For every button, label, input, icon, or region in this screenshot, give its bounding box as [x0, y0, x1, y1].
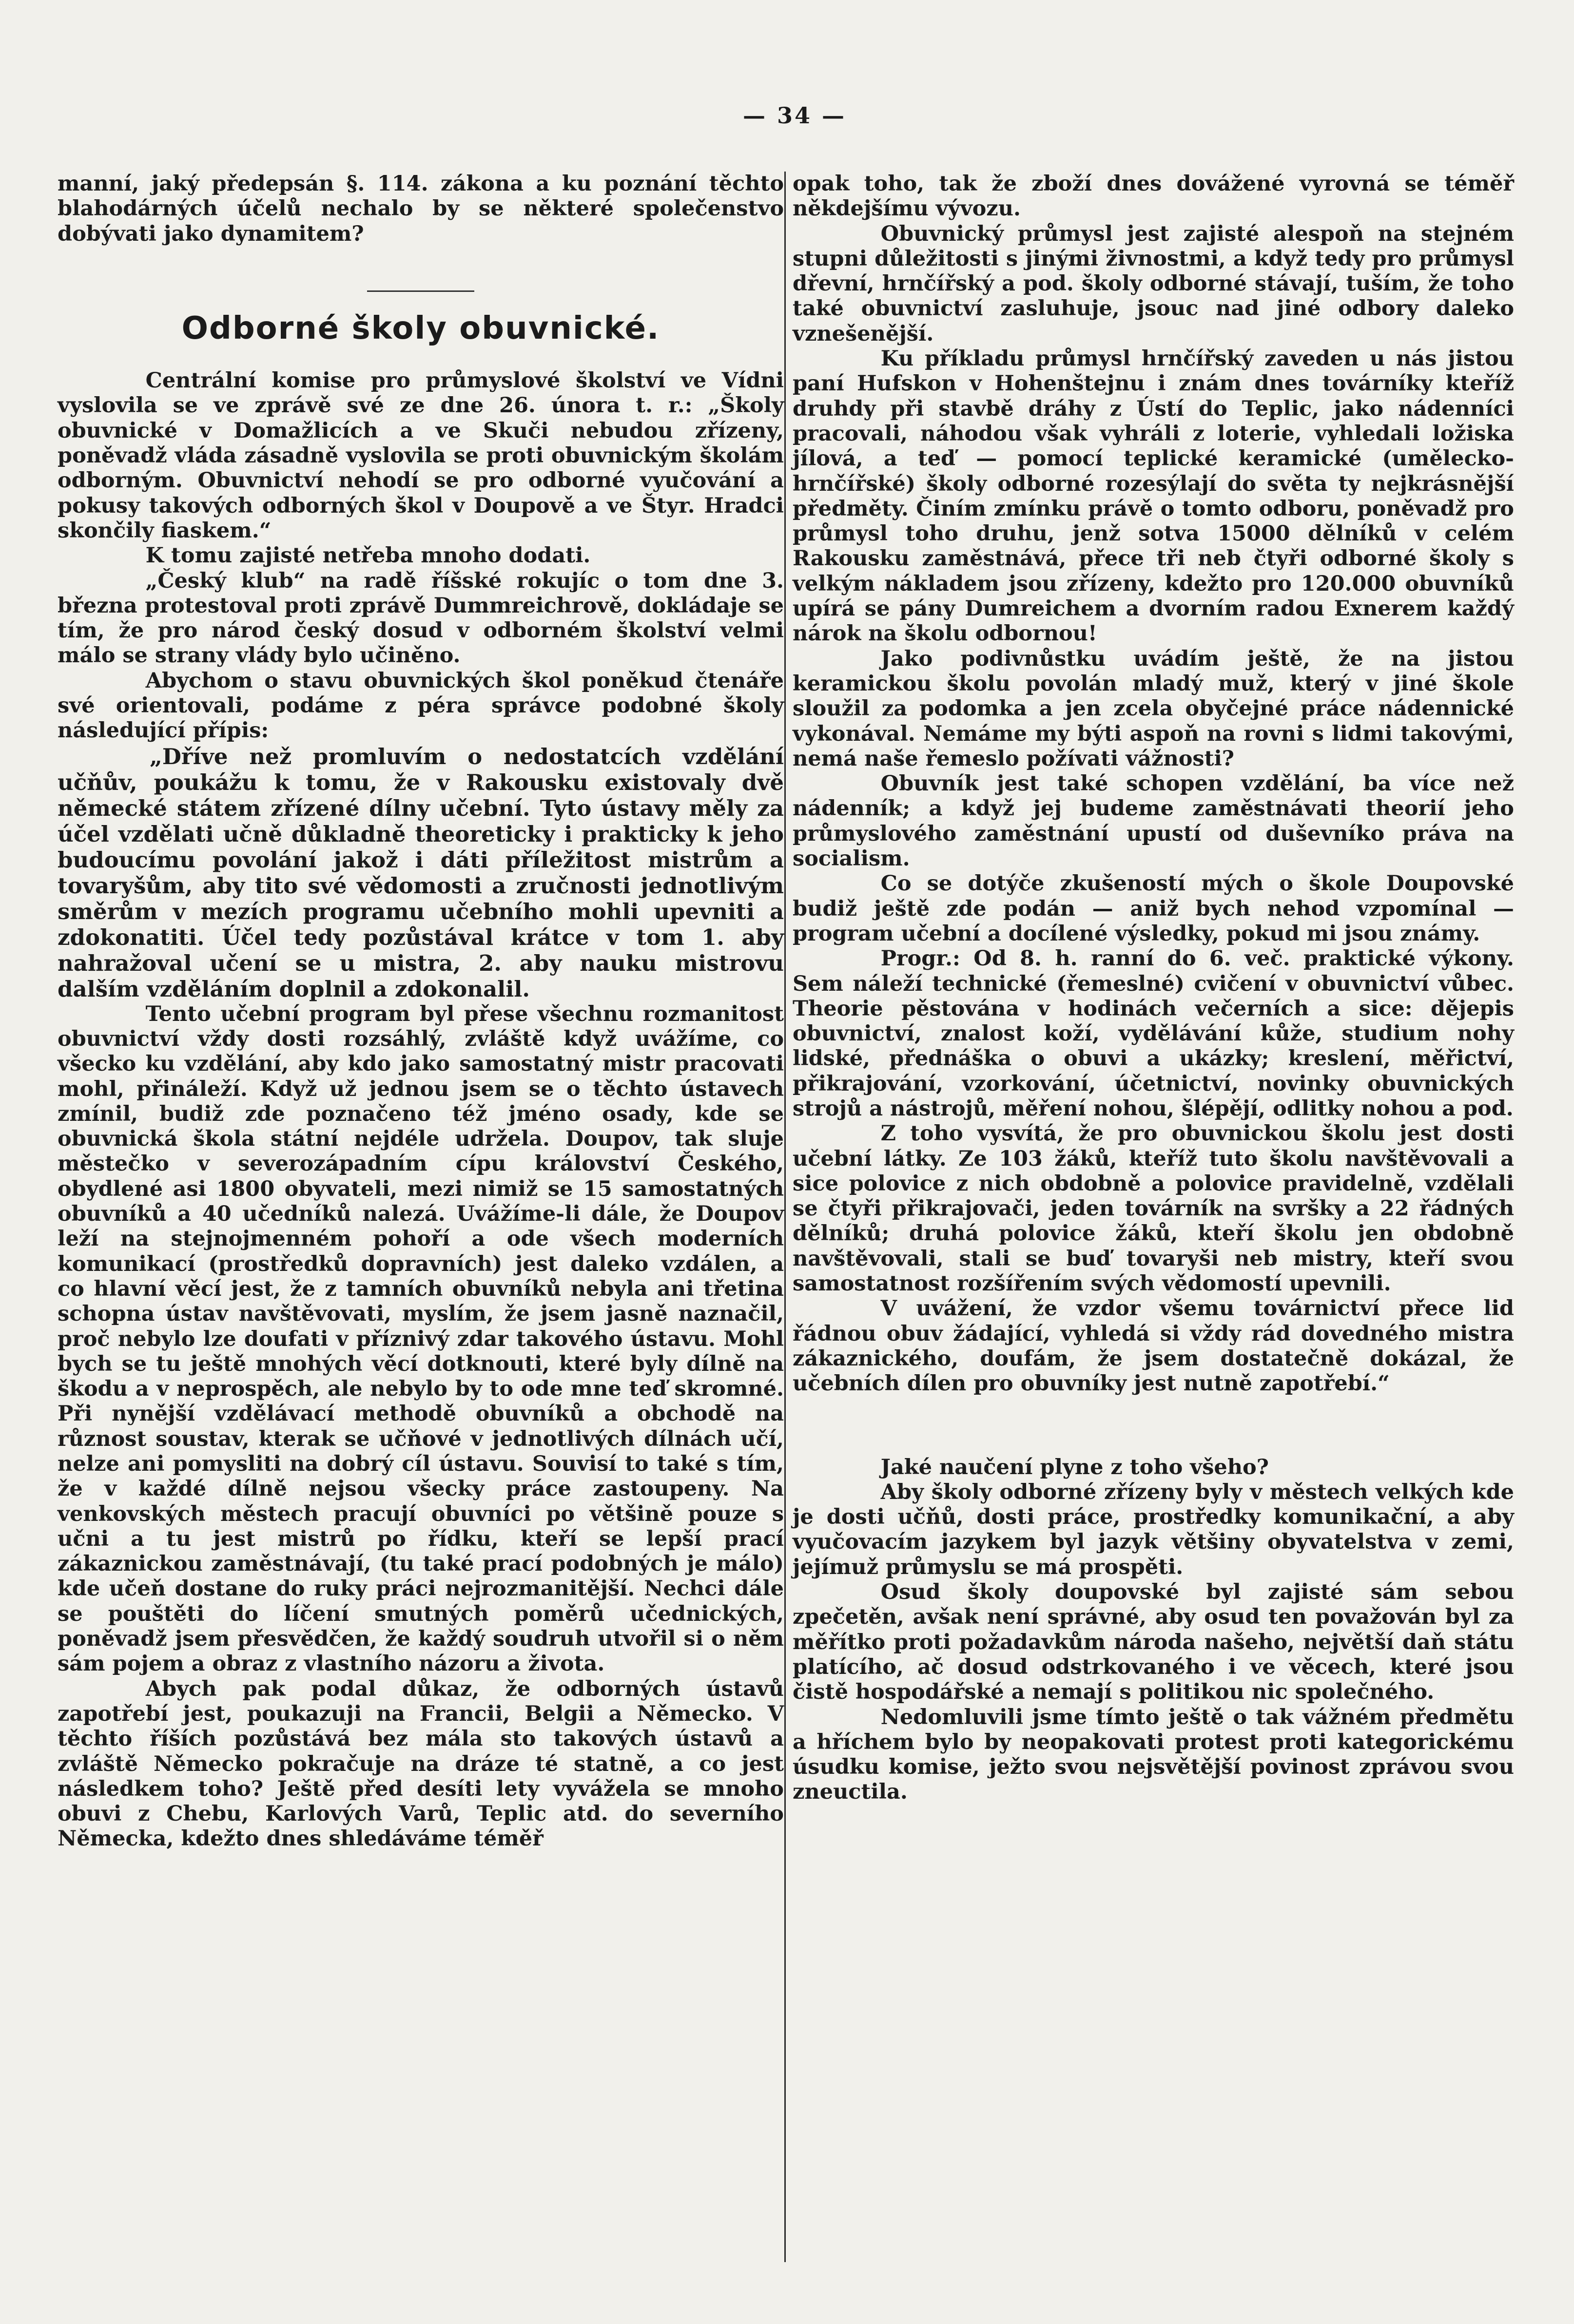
question-line: Jaké naučení plyne z toho všeho?	[880, 1455, 1269, 1479]
paragraph: Abych pak podal důkaz, že odborných ústavů zapotřebí jest, poukazuji na Francii, Belgii a Německo. V těchto říších pozůstává bez mála sto takových ústavů a zvláště Německo pokračuje na dráze té statně, a co jest následkem toho? Ještě před desíti lety vyvážela se mnoho obuvi z Chebu, Karlových Varů, Teplic atd. do severního Německa, kdežto dnes shledáváme téměř	[58, 1676, 784, 1851]
paragraph: opak toho, tak že zboží dnes dovážené vyrovná se téměř někdejšímu vývozu.	[793, 172, 1514, 221]
paragraph: „Český klub“ na radě říšské rokujíc o tom dne 3. března protestoval proti zprávě Dummreichrově, dokládaje se tím, že pro národ český dosud v odborném školství velmi málo se strany vlády bylo učiněno.	[58, 568, 784, 668]
paragraph: Osud školy doupovské byl zajisté sám sebou zpečetěn, avšak není správné, aby osud ten považován byl za měřítko proti požadavkům národa našeho, největší daň státu platícího, ač dosud odstrkovaného i ve věcech, které jsou čistě hospodářské a nemají s politikou nic společného.	[793, 1580, 1514, 1705]
paragraph: V uvážení, že vzdor všemu továrnictví přece lid řádnou obuv žádající, vyhledá si vždy rád dovedného mistra zákaznického, doufám, že jsem dostatečně dokázal, že učebních dílen pro obuvníky jest nutně zapotřebí.“	[793, 1296, 1514, 1396]
paragraph: Z toho vysvítá, že pro obuvnickou školu jest dosti učební látky. Ze 103 žáků, kteříž tuto školu navštěvovali a sice polovice z nich obdobně a polovice pravidelně, vzdělali se čtyři přikrajovači, jeden továrník na svršky a 22 řádných dělníků; druhá polovice žáků, kteří školu jen obdobně navštěvovali, stali se buď tovaryši neb mistry, kteří svou samostatnost rozšířením svých vědomostí upevnili.	[793, 1121, 1514, 1296]
paragraph: Obuvnický průmysl jest zajisté alespoň na stejném stupni důležitosti s jinými živnostmi, a když tedy pro průmysl dřevní, hrnčířský a pod. školy odborné stávají, tuším, že toho také obuvnictví zasluhuje, jsouc nad jiné odbory daleko vznešenější.	[793, 221, 1514, 346]
left-column	[58, 172, 784, 1852]
right-column	[793, 172, 1514, 1805]
article-heading: Odborné školy obuvnické.	[181, 310, 660, 346]
page-number: — 34 —	[742, 102, 847, 129]
paragraph: Nedomluvili jsme tímto ještě o tak vážném předmětu a hříchem bylo by neopakovati protest proti kategorickému úsudku komise, ježto svou nejsvětější povinost zprávou svou zneuctila.	[793, 1705, 1514, 1805]
column-divider	[784, 172, 786, 2262]
paragraph: Abychom o stavu obuvnických škol poněkud čtenáře své orientovali, podáme z péra správce podobné školy následující přípis:	[58, 668, 784, 743]
quoted-paragraph: „Dříve než promluvím o nedostatcích vzdělání učňův, poukážu k tomu, že v Rakousku existovaly dvě německé státem zřízené dílny učební. Tyto ústavy měly za účel vzdělati učně důkladně theoreticky i prakticky k jeho budoucímu povolání jakož i dáti příležitost mistrům a tovaryšům, aby tito své vědomosti a zručnosti jednotlivým směrům v mezích programu učebního mohli upevniti a zdokonatiti. Účel tedy pozůstával krátce v tom 1. aby nahražoval učení se u mistra, 2. aby nauku mistrovu dalším vzděláním doplnil a zdokonalil.	[58, 743, 784, 1002]
paragraph: Obuvník jest také schopen vzdělání, ba více než nádenník; a když jej budeme zaměstnávati theorií jeho průmyslového zaměstnání upustí od duševníko práva na socialism.	[793, 771, 1514, 871]
paragraph: Ku příkladu průmysl hrnčířský zaveden u nás jistou paní Hufskon v Hohenštejnu i znám dnes továrníky kteříž druhdy při stavbě dráhy z Ústí do Teplic, jako nádenníci pracovali, náhodou však vyhráli z loterie, vyhledali ložiska jílová, a teď — pomocí teplické keramické (umělecko-hrnčířské) školy odborné rozesýlají do světa ty nejkrásnější předměty. Činím zmínku právě o tomto odboru, poněvadž pro průmysl toho druhu, jenž sotva 15000 dělníků v celém Rakousku zaměstnává, přece tři neb čtyři odborné školy s velkým nákladem jsou zřízeny, kdežto pro 120.000 obuvníků upírá se pány Dumreichem a dvorním radou Exnerem každý nárok na školu odbornou!	[793, 346, 1514, 646]
paragraph: Aby školy odborné zřízeny byly v městech velkých kde je dosti učňů, dosti práce, prostředky komunikační, a aby vyučovacím jazykem byl jazyk většiny obyvatelstva v zemi, jejímuž průmyslu se má prospěti.	[793, 1479, 1514, 1579]
paragraph: K tomu zajisté netřeba mnoho dodati.	[145, 543, 591, 568]
paragraph: Progr.: Od 8. h. ranní do 6. več. praktické výkony. Sem náleží technické (řemeslné) cvičení v obuvnictví vůbec. Theorie pěstována v hodinách večerních a sice: dějepis obuvnictví, znalost koží, vydělávání kůže, studium nohy lidské, přednáška o obuvi a ukázky; kreslení, měřictví, přikrajování, vzorkování, účetnictví, novinky obuvnických strojů a nástrojů, měření nohou, šlépějí, odlitky nohou a pod.	[793, 946, 1514, 1121]
paragraph: Co se dotýče zkušeností mých o škole Doupovské budiž ještě zde podán — aniž bych nehod vzpomínal — program učební a docílené výsledky, pokud mi jsou známy.	[793, 871, 1514, 946]
paragraph: manní, jaký předepsán §. 114. zákona a ku poznání těchto blahodárných účelů nechalo by se některé společenstvo dobývati jako dynamitem?	[58, 172, 784, 246]
paragraph: Jako podivnůstku uvádím ještě, že na jistou keramickou školu povolán mladý muž, který v jiné škole sloužil za podomka a jen zcela obyčejné práce nádennické vykonával. Nemáme my býti aspoň na rovni s lidmi takovými, nemá naše řemeslo požívati vážnosti?	[793, 646, 1514, 771]
section-divider	[367, 290, 474, 292]
paragraph: Tento učební program byl přese všechnu rozmanitost obuvnictví vždy dosti rozsáhlý, zvláště když uvážíme, co všecko ku vzdělání, aby kdo jako samostatný mistr pracovati mohl, přináleží. Když už jednou jsem se o těchto ústavech zmínil, budiž zde poznačeno též jméno osady, kde se obuvnická škola státní nejdéle udržela. Doupov, tak sluje městečko v severozápadním cípu království Českého, obydlené asi 1800 obyvateli, mezi nimiž se 15 samostatných obuvníků a 40 učedníků nalezá. Uvážíme-li dále, že Doupov leží na stejnojmenném pohoří a ode všech moderních komunikací (prostředků dopravních) jest daleko vzdálen, a co hlavní věcí jest, že z tamních obuvníků nebyla ani třetina schopna ústav navštěvovati, myslím, že jsem jasně naznačil, proč nebylo lze doufati v příznivý zdar takového ústavu. Mohl bych se tu ještě mnohých věcí dotknouti, které byly dílně na škodu a v neprospěch, ale nebylo by to ode mne teď skromné. Při nynější vzdělávací methodě obuvníků a obchodě na různost soustav, kterak se učňové v jednotlivých dílnách učí, nelze ani pomysliti na dobrý cíl ústavu. Souvisí to také s tím, že v každé dílně nejsou všecky práce zastoupeny. Na venkovských městech pracují obuvníci po většině pouze s učni a tu jest mistrů po řídku, kteří se lepší prací zákaznickou zaměstnávají, (tu také prací podobných je málo) kde učeň dostane do ruky práci nejrozmanitější. Nechci dále se pouštěti do líčení smutných poměrů učednických, poněvadž jsem přesvědčen, že každý soudruh utvořil si o něm sám pojem a obraz z vlastního názoru a života.	[58, 1001, 784, 1676]
paragraph: Centrální komise pro průmyslové školství ve Vídni vyslovila se ve zprávě své ze dne 26. února t. r.: „Školy obuvnické v Domažlicích a ve Skuči nebudou zřízeny, poněvadž vláda zásadně vyslovila se proti obuvnickým školám odborným. Obuvnictví nehodí se pro odborné vyučování a pokusy takových odborných škol v Doupově a ve Štyr. Hradci skončily fiaskem.“	[58, 368, 784, 543]
